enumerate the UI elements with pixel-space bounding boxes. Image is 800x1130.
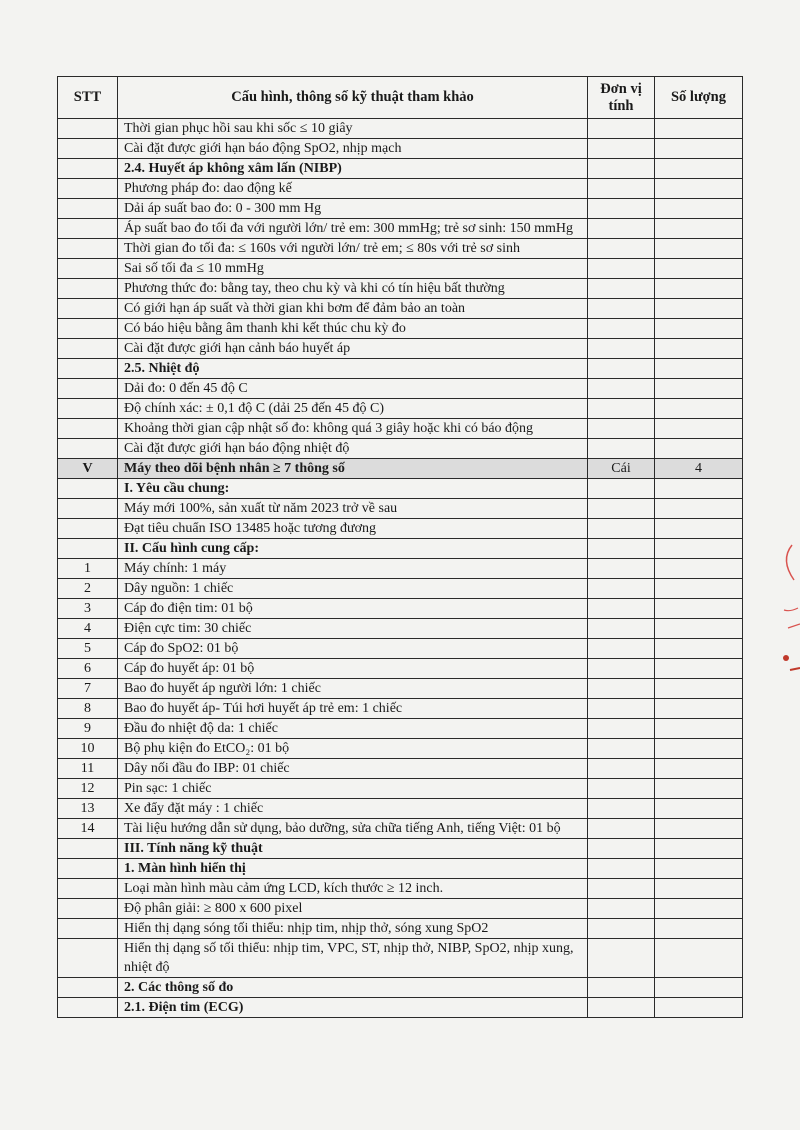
row-description: Bao đo huyết áp- Túi hơi huyết áp trẻ em: 1 chiếc <box>118 699 588 719</box>
table-row <box>58 839 743 859</box>
row-description: Máy theo dõi bệnh nhân ≥ 7 thông số <box>118 459 588 479</box>
row-description: Cáp đo điện tim: 01 bộ <box>118 599 588 619</box>
row-quantity <box>655 599 743 619</box>
table-row <box>58 998 743 1018</box>
row-quantity <box>655 359 743 379</box>
row-stt <box>58 839 118 859</box>
header-description: Cấu hình, thông số kỹ thuật tham khảo <box>118 77 588 119</box>
row-description: Máy mới 100%, sản xuất từ năm 2023 trở về sau <box>118 499 588 519</box>
row-quantity <box>655 419 743 439</box>
row-stt: 11 <box>58 759 118 779</box>
row-stt <box>58 379 118 399</box>
table-row <box>58 179 743 199</box>
row-quantity <box>655 659 743 679</box>
row-stt <box>58 879 118 899</box>
row-description: Xe đẩy đặt máy : 1 chiếc <box>118 799 588 819</box>
row-description: Cáp đo huyết áp: 01 bộ <box>118 659 588 679</box>
row-stt <box>58 499 118 519</box>
table-row <box>58 139 743 159</box>
row-unit <box>588 439 655 459</box>
row-unit <box>588 219 655 239</box>
row-stt: 5 <box>58 639 118 659</box>
row-description: Loại màn hình màu cảm ứng LCD, kích thước ≥ 12 inch. <box>118 879 588 899</box>
row-stt: 4 <box>58 619 118 639</box>
row-description: Đầu đo nhiệt độ da: 1 chiếc <box>118 719 588 739</box>
row-description: Dây nguồn: 1 chiếc <box>118 579 588 599</box>
row-description: Cài đặt được giới hạn báo động nhiệt độ <box>118 439 588 459</box>
row-description: Thời gian phục hồi sau khi sốc ≤ 10 giây <box>118 119 588 139</box>
row-stt <box>58 219 118 239</box>
row-description: Máy chính: 1 máy <box>118 559 588 579</box>
row-unit <box>588 559 655 579</box>
table-row <box>58 799 743 819</box>
row-stt <box>58 359 118 379</box>
row-unit <box>588 419 655 439</box>
row-unit <box>588 239 655 259</box>
row-quantity: 4 <box>655 459 743 479</box>
table-row <box>58 439 743 459</box>
table-row <box>58 199 743 219</box>
table-row <box>58 379 743 399</box>
row-stt <box>58 439 118 459</box>
table-row <box>58 539 743 559</box>
row-unit <box>588 978 655 998</box>
row-stt: 14 <box>58 819 118 839</box>
row-description: Có giới hạn áp suất và thời gian khi bơm để đảm bảo an toàn <box>118 299 588 319</box>
row-unit <box>588 279 655 299</box>
row-quantity <box>655 179 743 199</box>
row-unit <box>588 379 655 399</box>
row-stt <box>58 479 118 499</box>
row-quantity <box>655 519 743 539</box>
row-unit <box>588 499 655 519</box>
row-stt: 3 <box>58 599 118 619</box>
row-stt: 2 <box>58 579 118 599</box>
table-row <box>58 519 743 539</box>
row-quantity <box>655 219 743 239</box>
row-stt <box>58 179 118 199</box>
row-quantity <box>655 199 743 219</box>
row-quantity <box>655 879 743 899</box>
table-row <box>58 479 743 499</box>
row-stt: 8 <box>58 699 118 719</box>
row-quantity <box>655 279 743 299</box>
row-unit <box>588 998 655 1018</box>
row-unit <box>588 839 655 859</box>
row-description: Hiển thị dạng số tối thiểu: nhịp tim, VPC, ST, nhịp thở, NIBP, SpO2, nhịp xung, nhiệt độ <box>118 939 588 978</box>
row-quantity <box>655 439 743 459</box>
header-stt: STT <box>58 77 118 119</box>
row-stt: 6 <box>58 659 118 679</box>
row-description: 2.1. Điện tim (ECG) <box>118 998 588 1018</box>
row-unit <box>588 619 655 639</box>
row-stt <box>58 899 118 919</box>
row-stt <box>58 519 118 539</box>
row-quantity <box>655 579 743 599</box>
row-quantity <box>655 939 743 978</box>
table-row <box>58 159 743 179</box>
row-quantity <box>655 499 743 519</box>
row-unit <box>588 819 655 839</box>
row-quantity <box>655 819 743 839</box>
table-body <box>58 119 743 1018</box>
row-stt <box>58 119 118 139</box>
row-description: Phương thức đo: bằng tay, theo chu kỳ và khi có tín hiệu bất thường <box>118 279 588 299</box>
table-row <box>58 639 743 659</box>
row-stt <box>58 399 118 419</box>
row-quantity <box>655 239 743 259</box>
row-unit <box>588 119 655 139</box>
row-quantity <box>655 119 743 139</box>
row-description: Bộ phụ kiện đo EtCO₂: 01 bộ <box>118 739 588 759</box>
table-row <box>58 719 743 739</box>
row-description: Độ phân giải: ≥ 800 x 600 pixel <box>118 899 588 919</box>
specification-table <box>57 76 743 1018</box>
row-unit <box>588 699 655 719</box>
table-row <box>58 299 743 319</box>
table-row <box>58 239 743 259</box>
row-stt: 12 <box>58 779 118 799</box>
row-description: Độ chính xác: ± 0,1 độ C (dải 25 đến 45 độ C) <box>118 399 588 419</box>
row-stt <box>58 199 118 219</box>
row-stt <box>58 239 118 259</box>
row-unit <box>588 319 655 339</box>
row-unit <box>588 939 655 978</box>
row-quantity <box>655 139 743 159</box>
row-quantity <box>655 919 743 939</box>
row-stt <box>58 859 118 879</box>
row-unit <box>588 739 655 759</box>
row-unit <box>588 579 655 599</box>
table-row <box>58 279 743 299</box>
row-description: 2. Các thông số đo <box>118 978 588 998</box>
row-quantity <box>655 339 743 359</box>
row-description: Cài đặt được giới hạn cảnh báo huyết áp <box>118 339 588 359</box>
row-description: Khoảng thời gian cập nhật số đo: không quá 3 giây hoặc khi có báo động <box>118 419 588 439</box>
row-description: Hiển thị dạng sóng tối thiểu: nhịp tim, nhịp thở, sóng xung SpO2 <box>118 919 588 939</box>
row-quantity <box>655 159 743 179</box>
row-description: Phương pháp đo: dao động kế <box>118 179 588 199</box>
table-row <box>58 899 743 919</box>
row-unit <box>588 479 655 499</box>
row-stt <box>58 919 118 939</box>
table-row <box>58 939 743 978</box>
row-stt: 10 <box>58 739 118 759</box>
row-quantity <box>655 539 743 559</box>
row-stt <box>58 299 118 319</box>
row-description: Có báo hiệu bằng âm thanh khi kết thúc chu kỳ đo <box>118 319 588 339</box>
row-stt <box>58 419 118 439</box>
row-quantity <box>655 259 743 279</box>
row-quantity <box>655 619 743 639</box>
row-description: I. Yêu cầu chung: <box>118 479 588 499</box>
row-stt <box>58 159 118 179</box>
row-quantity <box>655 719 743 739</box>
row-stt <box>58 978 118 998</box>
row-unit <box>588 719 655 739</box>
row-unit <box>588 299 655 319</box>
row-stt <box>58 279 118 299</box>
row-unit <box>588 919 655 939</box>
row-quantity <box>655 859 743 879</box>
row-description: Dải đo: 0 đến 45 độ C <box>118 379 588 399</box>
row-quantity <box>655 299 743 319</box>
row-quantity <box>655 639 743 659</box>
row-unit <box>588 259 655 279</box>
row-quantity <box>655 379 743 399</box>
row-quantity <box>655 559 743 579</box>
row-unit <box>588 359 655 379</box>
row-unit <box>588 879 655 899</box>
row-quantity <box>655 998 743 1018</box>
table-row <box>58 399 743 419</box>
row-description: Dải áp suất bao đo: 0 - 300 mm Hg <box>118 199 588 219</box>
table-row <box>58 319 743 339</box>
row-description: Dây nối đầu đo IBP: 01 chiếc <box>118 759 588 779</box>
row-stt <box>58 139 118 159</box>
row-unit <box>588 399 655 419</box>
row-description: III. Tính năng kỹ thuật <box>118 839 588 859</box>
row-unit <box>588 539 655 559</box>
row-unit <box>588 859 655 879</box>
header-quantity: Số lượng <box>655 77 743 119</box>
table-row <box>58 359 743 379</box>
row-stt: 9 <box>58 719 118 739</box>
row-stt <box>58 259 118 279</box>
row-unit: Cái <box>588 459 655 479</box>
row-quantity <box>655 759 743 779</box>
row-unit <box>588 139 655 159</box>
row-unit <box>588 599 655 619</box>
row-unit <box>588 659 655 679</box>
row-unit <box>588 339 655 359</box>
row-stt: V <box>58 459 118 479</box>
row-quantity <box>655 679 743 699</box>
table-row <box>58 659 743 679</box>
table-row <box>58 919 743 939</box>
table-row <box>58 559 743 579</box>
row-description: Áp suất bao đo tối đa với người lớn/ trẻ em: 300 mmHg; trẻ sơ sinh: 150 mmHg <box>118 219 588 239</box>
row-description: Bao đo huyết áp người lớn: 1 chiếc <box>118 679 588 699</box>
table-row <box>58 879 743 899</box>
row-description: Cài đặt được giới hạn báo động SpO2, nhịp mạch <box>118 139 588 159</box>
row-unit <box>588 179 655 199</box>
row-description: Thời gian đo tối đa: ≤ 160s với người lớn/ trẻ em; ≤ 80s với trẻ sơ sinh <box>118 239 588 259</box>
row-unit <box>588 899 655 919</box>
row-description: Sai số tối đa ≤ 10 mmHg <box>118 259 588 279</box>
table-row <box>58 679 743 699</box>
row-unit <box>588 759 655 779</box>
row-quantity <box>655 739 743 759</box>
table-row <box>58 219 743 239</box>
row-stt: 7 <box>58 679 118 699</box>
table-header-row <box>58 77 743 119</box>
table-row <box>58 119 743 139</box>
row-unit <box>588 799 655 819</box>
row-quantity <box>655 399 743 419</box>
row-stt: 13 <box>58 799 118 819</box>
row-description: Đạt tiêu chuẩn ISO 13485 hoặc tương đương <box>118 519 588 539</box>
table-row <box>58 779 743 799</box>
row-unit <box>588 779 655 799</box>
row-quantity <box>655 319 743 339</box>
table-row <box>58 499 743 519</box>
row-quantity <box>655 779 743 799</box>
row-quantity <box>655 839 743 859</box>
red-stamp-fragment <box>770 540 800 690</box>
row-description: Điện cực tim: 30 chiếc <box>118 619 588 639</box>
table-row <box>58 579 743 599</box>
row-quantity <box>655 799 743 819</box>
table-row <box>58 978 743 998</box>
row-description: Tài liệu hướng dẫn sử dụng, bảo dưỡng, sửa chữa tiếng Anh, tiếng Việt: 01 bộ <box>118 819 588 839</box>
row-unit <box>588 639 655 659</box>
table-row <box>58 619 743 639</box>
row-quantity <box>655 699 743 719</box>
row-quantity <box>655 978 743 998</box>
row-description: 2.4. Huyết áp không xâm lấn (NIBP) <box>118 159 588 179</box>
table-row <box>58 419 743 439</box>
table-row <box>58 339 743 359</box>
table-row <box>58 259 743 279</box>
row-unit <box>588 159 655 179</box>
section-row <box>58 459 743 479</box>
row-quantity <box>655 899 743 919</box>
row-description: Pin sạc: 1 chiếc <box>118 779 588 799</box>
header-unit: Đơn vị tính <box>588 77 655 119</box>
row-description: 2.5. Nhiệt độ <box>118 359 588 379</box>
table-row <box>58 699 743 719</box>
table-row <box>58 739 743 759</box>
table-row <box>58 759 743 779</box>
table-row <box>58 599 743 619</box>
row-description: II. Cấu hình cung cấp: <box>118 539 588 559</box>
row-unit <box>588 679 655 699</box>
row-unit <box>588 519 655 539</box>
row-description: 1. Màn hình hiển thị <box>118 859 588 879</box>
row-stt <box>58 998 118 1018</box>
row-unit <box>588 199 655 219</box>
row-stt <box>58 539 118 559</box>
row-stt: 1 <box>58 559 118 579</box>
row-stt <box>58 939 118 978</box>
table-row <box>58 859 743 879</box>
row-stt <box>58 339 118 359</box>
row-quantity <box>655 479 743 499</box>
table-row <box>58 819 743 839</box>
row-description: Cáp đo SpO2: 01 bộ <box>118 639 588 659</box>
row-stt <box>58 319 118 339</box>
